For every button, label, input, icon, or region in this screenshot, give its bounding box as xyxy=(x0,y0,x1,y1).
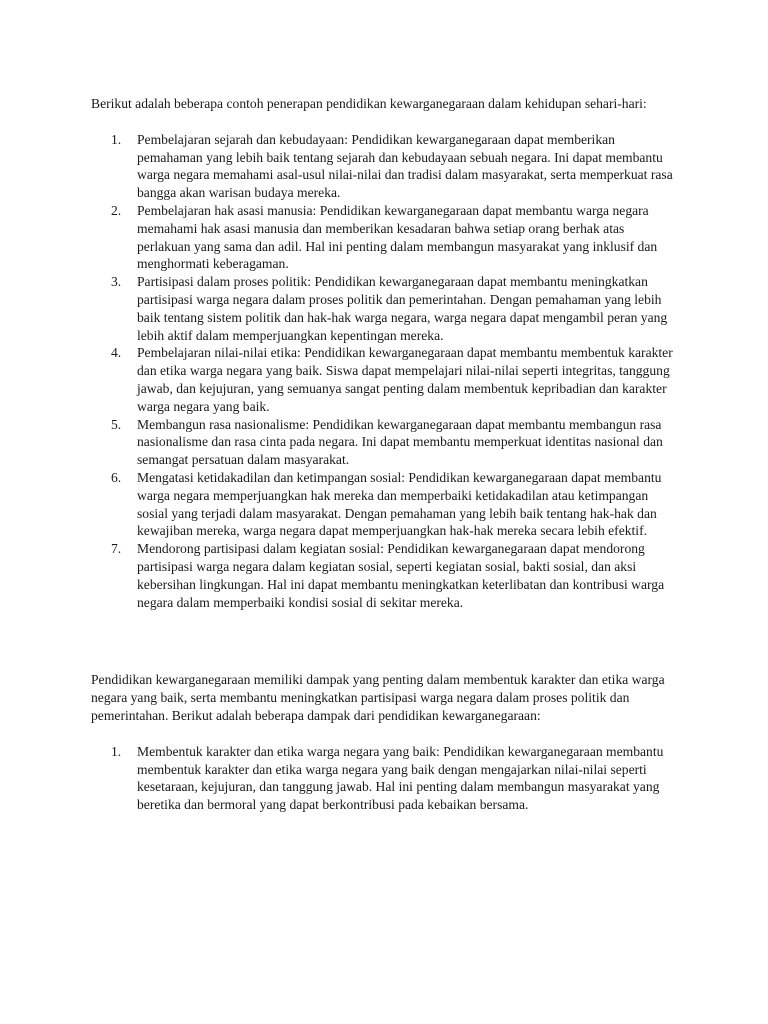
list-item-text: Pembelajaran nilai-nilai etika: Pendidikan kewarganegaraan dapat membantu membentuk karakter dan etika warga negara yang baik. Siswa dapat mempelajari nilai-nilai seperti integritas, tanggung jawab, dan kejujuran, yang semuanya sangat penting dalam membentuk kepribadian dan karakter warga negara yang baik. xyxy=(137,345,673,414)
document-body xyxy=(91,95,681,814)
list-item xyxy=(91,344,681,415)
list-item-text: Membentuk karakter dan etika warga negara yang baik: Pendidikan kewarganegaraan membantu membentuk karakter dan etika warga negara yang baik dengan mengajarkan nilai-nilai seperti kesetaraan, kejujuran, dan tanggung jawab. Hal ini penting dalam membangun masyarakat yang beretika dan bermoral yang dapat berkontribusi pada kebaikan bersama. xyxy=(137,743,664,813)
list-item xyxy=(91,273,681,344)
list-item-number: 2. xyxy=(111,202,122,218)
list-item xyxy=(91,131,681,202)
list-item-number: 6. xyxy=(111,469,122,485)
list-item-text: Partisipasi dalam proses politik: Pendidikan kewarganegaraan dapat membantu meningkatkan partisipasi warga negara dalam proses politik dan pemerintahan. Dengan pemahaman yang lebih baik tentang sistem politik dan hak-hak warga negara, warga negara dapat mengambil peran yang lebih aktif dalam memperjuangkan kepentingan mereka. xyxy=(137,274,668,343)
section1-list xyxy=(91,131,681,612)
list-item-text: Membangun rasa nasionalisme: Pendidikan kewarganegaraan dapat membantu membangun rasa nasionalisme dan rasa cinta pada negara. Ini dapat membantu memperkuat identitas nasional dan semangat persatuan dalam masyarakat. xyxy=(137,416,663,468)
list-item-number: 1. xyxy=(111,743,122,759)
list-item-number: 7. xyxy=(111,541,122,557)
section2-intro: Pendidikan kewarganegaraan memiliki dampak yang penting dalam membentuk karakter dan etika warga negara yang baik, serta membantu meningkatkan partisipasi warga negara dalam proses politik dan pemerintahan. Berikut adalah beberapa dampak dari pendidikan kewarganegaraan: xyxy=(91,672,665,723)
section2-list xyxy=(91,743,681,814)
list-item-text: Mengatasi ketidakadilan dan ketimpangan sosial: Pendidikan kewarganegaraan dapat membantu warga negara memperjuangkan hak mereka dan memperbaiki ketidakadilan atau ketimpangan sosial yang terjadi dalam masyarakat. Dengan pemahaman yang lebih baik tentang hak-hak dan kewajiban mereka, warga negara dapat memperjuangkan hak-hak mereka secara lebih efektif. xyxy=(137,469,662,539)
list-item xyxy=(91,469,681,540)
list-item xyxy=(91,416,681,469)
section-spacer xyxy=(91,611,681,671)
list-item-number: 4. xyxy=(111,345,122,361)
list-item-number: 1. xyxy=(111,131,122,147)
list-item-text: Pembelajaran hak asasi manusia: Pendidikan kewarganegaraan dapat membantu warga negara memahami hak asasi manusia dan memberikan kesadaran bahwa setiap orang berhak atas perlakuan yang sama dan adil. Hal ini penting dalam membangun masyarakat yang inklusif dan menghormati keberagaman. xyxy=(137,202,658,272)
list-item-text: Mendorong partisipasi dalam kegiatan sosial: Pendidikan kewarganegaraan dapat mendorong partisipasi warga negara dalam kegiatan sosial, seperti kegiatan sosial, bakti sosial, dan aksi kebersihan lingkungan. Hal ini dapat membantu meningkatkan keterlibatan dan kontribusi warga negara dalam memperbaiki kondisi sosial di sekitar mereka. xyxy=(137,541,665,610)
list-item-number: 3. xyxy=(111,274,122,290)
list-item-text: Pembelajaran sejarah dan kebudayaan: Pendidikan kewarganegaraan dapat memberikan pemahaman yang lebih baik tentang sejarah dan kebudayaan sebuah negara. Ini dapat membantu warga negara memahami asal-usul nilai-nilai dan tradisi dalam masyarakat, serta memperkuat rasa bangga akan warisan budaya mereka. xyxy=(137,131,673,201)
list-item xyxy=(91,202,681,273)
list-item-number: 5. xyxy=(111,416,122,432)
list-item xyxy=(91,743,681,814)
section1-intro: Berikut adalah beberapa contoh penerapan pendidikan kewarganegaraan dalam kehidupan sehari-hari: xyxy=(91,96,647,111)
list-item xyxy=(91,540,681,611)
